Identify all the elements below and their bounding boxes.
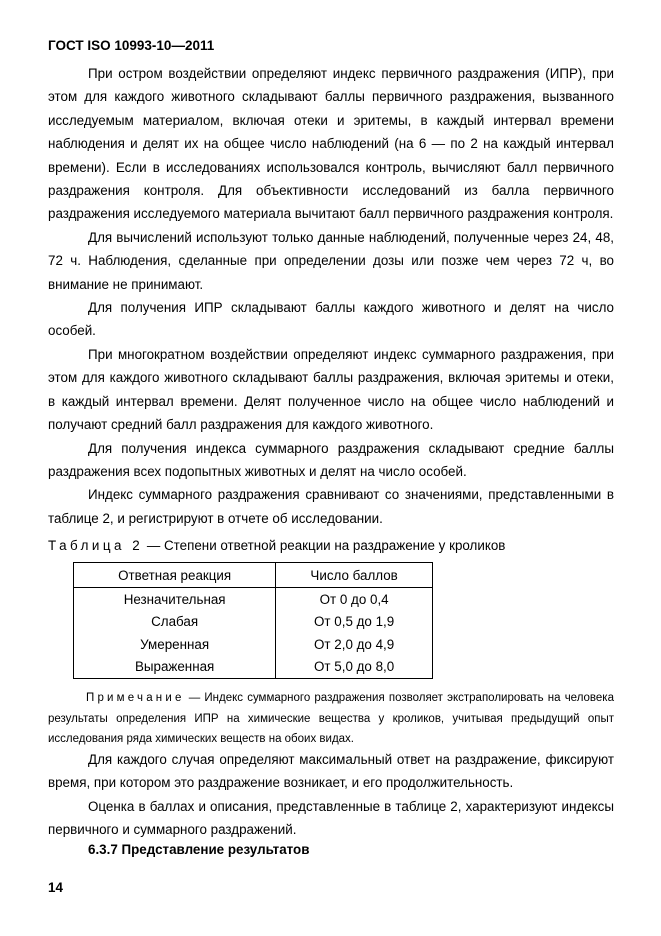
score-cell: От 5,0 до 8,0	[276, 656, 433, 679]
reaction-cell: Выраженная	[74, 656, 276, 679]
table-row	[74, 633, 433, 656]
column-header-score: Число баллов	[276, 563, 433, 588]
body-text-after-table	[48, 748, 614, 842]
paragraph: Для вычислений используют только данные наблюдений, полученные через 24, 48, 72 ч. Наблюдения, сделанные при определении дозы или позже чем через 72 ч, во внимание не принимают.	[48, 229, 614, 292]
note-label: Примечание	[86, 692, 185, 704]
column-header-reaction: Ответная реакция	[74, 563, 276, 588]
paragraph: При остром воздействии определяют индекс первичного раздражения (ИПР), при этом для каждого животного складывают баллы первичного раздражения, вызванного исследуемым материалом, включая отеки и эритемы, в каждый интервал времени наблюдения и делят их на общее число наблюдений (на 6 — по 2 на каждый интервал времени). Если в исследованиях использовался контроль, вычисляют балл первичного раздражения контроля. Для объективности исследований из балла первичного раздражения исследуемого материала вычитают балл первичного раздражения контроля.	[48, 66, 614, 222]
paragraph: Для получения ИПР складывают баллы каждого животного и делят на число особей.	[48, 300, 614, 339]
section-heading: 6.3.7 Представление результатов	[88, 842, 310, 857]
reaction-cell: Слабая	[74, 611, 276, 634]
reaction-table	[73, 562, 433, 679]
table-note	[48, 688, 614, 750]
table-caption-text: — Степени ответной реакции на раздражение у кроликов	[143, 538, 506, 553]
note-text: — Индекс суммарного раздражения позволяет экстраполировать на человека результаты определения ИПР на химические вещества у кроликов, учитывая предыдущий опыт исследования ряда химических веществ на обоих видах.	[48, 692, 614, 745]
paragraph: Индекс суммарного раздражения сравнивают со значениями, представленными в таблице 2, и регистрируют в отчете об исследовании.	[48, 487, 614, 526]
table-header-row	[74, 563, 433, 588]
paragraph: Для каждого случая определяют максимальный ответ на раздражение, фиксируют время, при котором это раздражение возникает, и его продолжительность.	[48, 752, 614, 791]
score-cell: От 2,0 до 4,9	[276, 633, 433, 656]
paragraph: Оценка в баллах и описания, представленные в таблице 2, характеризуют индексы первичного и суммарного раздражений.	[48, 798, 614, 838]
table-row	[74, 588, 433, 611]
reaction-cell: Умеренная	[74, 633, 276, 656]
paragraph: Для получения индекса суммарного раздражения складывают средние баллы раздражения всех подопытных животных и делят на число особей.	[48, 440, 614, 479]
body-text	[48, 62, 614, 530]
reaction-cell: Незначительная	[74, 588, 276, 611]
score-cell: От 0 до 0,4	[276, 588, 433, 611]
table-caption-label: Таблица 2	[48, 538, 144, 553]
document-header: ГОСТ ISO 10993-10—2011	[48, 38, 215, 53]
score-cell: От 0,5 до 1,9	[276, 611, 433, 634]
table-row	[74, 656, 433, 679]
paragraph: При многократном воздействии определяют индекс суммарного раздражения, при этом для каждого животного складывают баллы раздражения, включая эритемы и отеки, в каждый интервал времени. Делят полученное число на общее число наблюдений и получают средний балл раздражения для каждого животного.	[48, 346, 614, 433]
table-row	[74, 611, 433, 634]
page-number: 14	[48, 880, 63, 895]
table-caption	[48, 538, 505, 553]
